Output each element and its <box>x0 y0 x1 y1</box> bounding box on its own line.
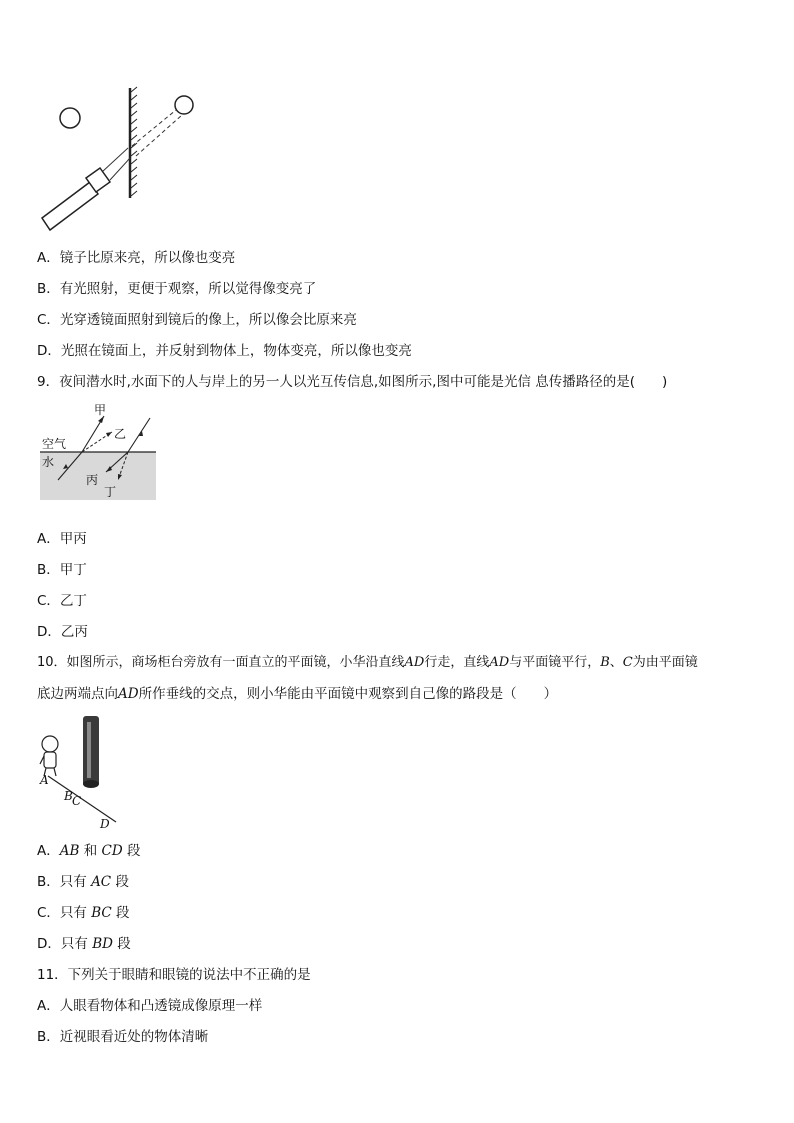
option-text: 段 <box>116 905 130 921</box>
q9-option-c[interactable] <box>37 592 87 610</box>
q10-option-a[interactable] <box>37 842 140 860</box>
separator: 、 <box>609 655 623 670</box>
q8-option-a[interactable] <box>37 249 235 267</box>
option-text: 甲丙 <box>59 531 87 547</box>
q10-stem-line1 <box>37 654 698 672</box>
q10-option-c[interactable] <box>37 904 130 922</box>
option-text: 乙丙 <box>60 624 88 640</box>
q8-option-b[interactable] <box>37 280 316 298</box>
option-letter: D． <box>37 624 61 640</box>
stem-text: 底边两端点向 <box>37 686 118 702</box>
jia-label: 甲 <box>94 403 107 417</box>
option-letter: B． <box>37 562 60 578</box>
option-text: 镜子比原来亮，所以像也变亮 <box>59 250 236 266</box>
option-text: 光穿透镜面照射到镜后的像上，所以像会比原来亮 <box>59 312 357 328</box>
option-text: 段 <box>117 936 131 952</box>
option-text: 段 <box>126 843 141 859</box>
q9-option-b[interactable] <box>37 561 87 579</box>
q10-option-d[interactable] <box>37 935 131 953</box>
stem-text: 为由平面镜 <box>632 655 698 670</box>
option-text: 只有 <box>60 936 88 952</box>
air-label: 空气 <box>42 437 67 451</box>
option-text: 甲丁 <box>59 562 87 578</box>
point-d: D <box>100 817 110 831</box>
xiaohua-figure <box>40 736 58 776</box>
math-c: C <box>622 655 633 670</box>
mirror-flashlight-figure <box>36 86 206 236</box>
q10-option-b[interactable] <box>37 873 129 891</box>
option-text: 近视眼看近处的物体清晰 <box>59 1029 209 1045</box>
q11-stem: 11．下列关于眼睛和眼镜的说法中不正确的是 <box>37 967 311 983</box>
q9-option-a[interactable] <box>37 530 87 548</box>
option-letter: A． <box>37 531 60 547</box>
q8-option-d[interactable] <box>37 342 412 360</box>
image-ball <box>175 96 193 114</box>
option-letter: B． <box>37 1029 60 1045</box>
option-letter: D． <box>37 343 61 359</box>
flashlight <box>42 168 110 230</box>
option-letter: A． <box>37 250 60 266</box>
option-text: 和 <box>83 843 98 859</box>
stem-text: 所作垂线的交点，则小华能由平面镜中观察到自己像的路段是（ ） <box>138 686 558 702</box>
q11-option-b[interactable] <box>37 1028 208 1046</box>
bing-label: 丙 <box>86 473 99 487</box>
option-text: 只有 <box>59 905 87 921</box>
math-b: B <box>600 655 610 670</box>
option-letter: D． <box>37 936 61 952</box>
option-letter: A． <box>37 843 60 859</box>
math-segment: CD <box>101 843 123 859</box>
q10-stem-line2 <box>37 685 557 703</box>
path-ad <box>48 776 116 822</box>
object-ball <box>60 108 80 128</box>
option-letter: C． <box>37 312 60 328</box>
math-ad: AD <box>489 655 510 670</box>
point-c: C <box>72 794 82 808</box>
math-segment: AC <box>91 874 112 890</box>
mirror-walkway-figure <box>36 712 136 832</box>
option-text: 乙丁 <box>59 593 87 609</box>
option-letter: C． <box>37 593 60 609</box>
stem-text: 与平面镜平行， <box>509 655 601 670</box>
stem-text: 10．如图所示，商场柜台旁放有一面直立的平面镜，小华沿直线 <box>37 655 405 670</box>
option-letter: B． <box>37 281 60 297</box>
option-text: 段 <box>115 874 129 890</box>
mirror-pillar <box>83 716 99 788</box>
q9-stem: 9．夜间潜水时,水面下的人与岸上的另一人以光互传信息,如图所示,图中可能是光信 息传播路径的是( ) <box>37 374 668 390</box>
air-water-figure <box>38 402 160 502</box>
stem-text: 行走，直线 <box>424 655 490 670</box>
option-letter: B． <box>37 874 60 890</box>
math-ad: AD <box>118 686 139 702</box>
option-text: 有光照射，更便于观察，所以觉得像变亮了 <box>59 281 317 297</box>
math-segment: BD <box>92 936 113 952</box>
q8-option-c[interactable] <box>37 311 357 329</box>
math-ad: AD <box>404 655 425 670</box>
ding-label: 丁 <box>104 485 117 499</box>
option-text: 人眼看物体和凸透镜成像原理一样 <box>59 998 263 1014</box>
point-b: B <box>64 789 73 803</box>
water-label: 水 <box>42 455 55 469</box>
q9-option-d[interactable] <box>37 623 88 641</box>
option-text: 光照在镜面上，并反射到物体上，物体变亮，所以像也变亮 <box>60 343 412 359</box>
option-text: 只有 <box>59 874 87 890</box>
point-a: A <box>40 773 49 787</box>
q11-option-a[interactable] <box>37 997 262 1015</box>
yi-label: 乙 <box>114 427 127 441</box>
option-letter: C． <box>37 905 60 921</box>
option-letter: A． <box>37 998 60 1014</box>
math-segment: BC <box>91 905 112 921</box>
math-segment: AB <box>59 843 80 859</box>
